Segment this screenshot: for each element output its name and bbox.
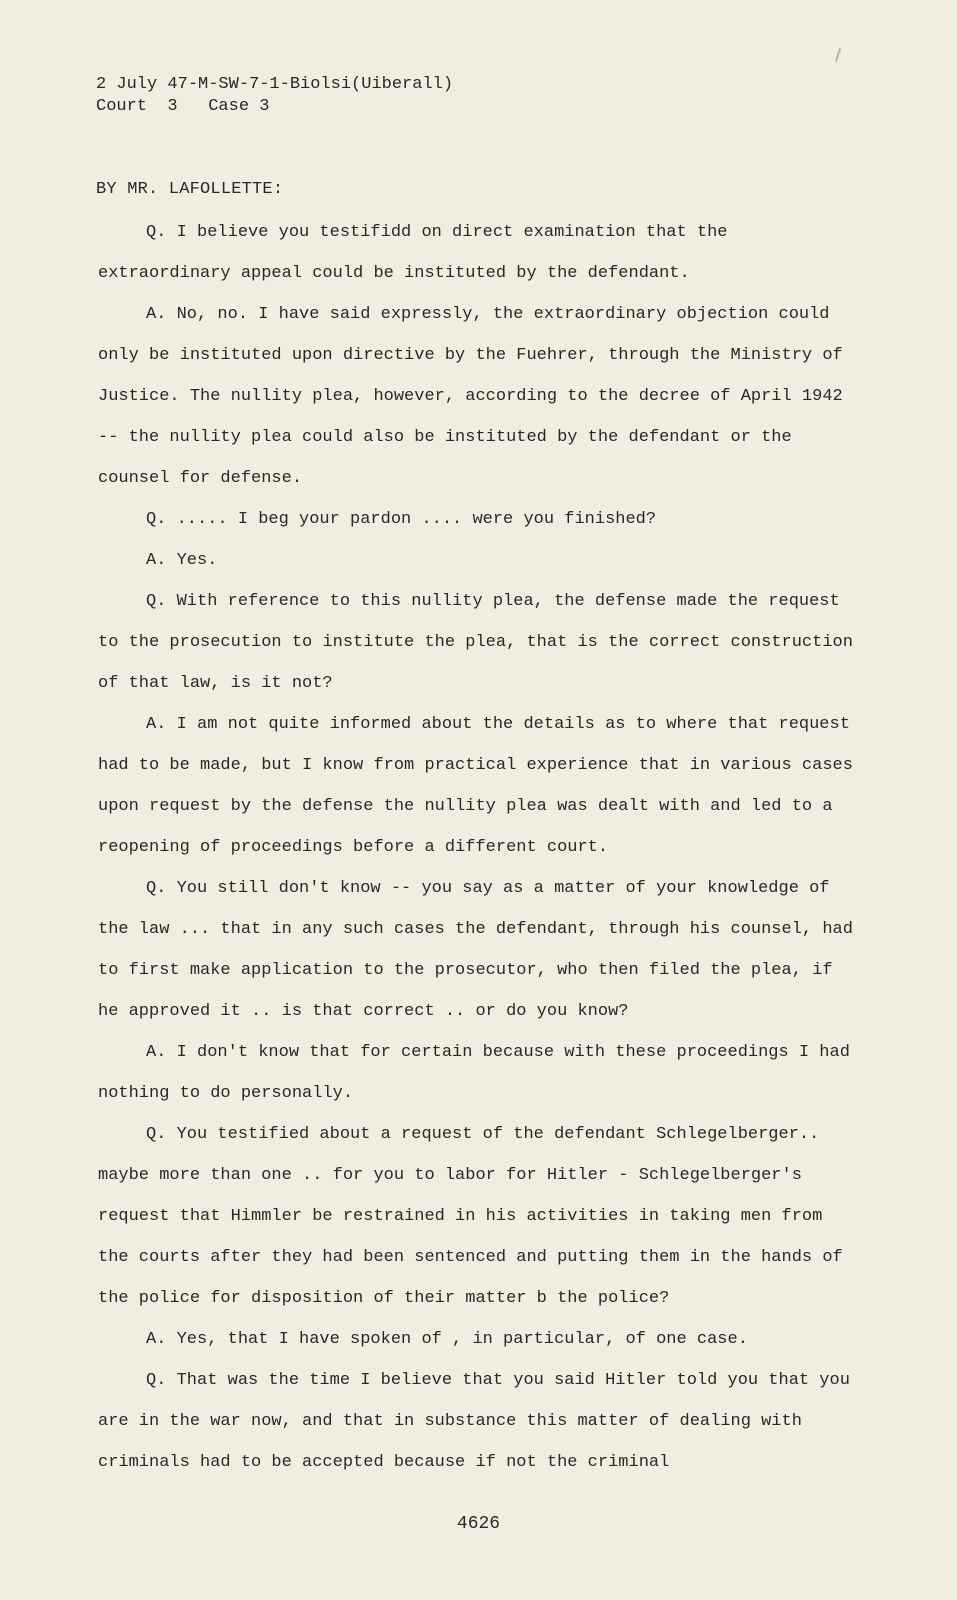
transcript-paragraph: Q. ..... I beg your pardon .... were you finished? [146,510,657,529]
transcript-paragraph: Q. You testified about a request of the defendant Schlegelberger.. maybe more than one .. for you to labor for Hitler - Schlegelberger's request that Himmler be restrained in his activities in taking men from the courts after they had been sentenced and putting them in the hands of the police for disposition of their matter b the police? [98,1125,843,1308]
pencil-mark [835,48,841,62]
transcript-paragraph: A. I am not quite informed about the details as to where that request had to be made, but I know from practical experience that in various cases upon request by the defense the nullity plea was dealt with and led to a reopening of proceedings before a different court. [98,715,853,857]
transcript-body [98,212,858,1483]
document-header [96,74,453,118]
transcript-paragraph: Q. You still don't know -- you say as a matter of your knowledge of the law ... that in any such cases the defendant, through his counsel, had to first make application to the prosecutor, who then filed the plea, if he approved it .. is that correct .. or do you know? [98,879,853,1021]
header-line-1: 2 July 47-M-SW-7-1-Biolsi(Uiberall) [96,75,454,94]
examiner-line: BY MR. LAFOLLETTE: [96,180,284,199]
transcript-paragraph: A. Yes, that I have spoken of , in particular, of one case. [146,1330,748,1349]
transcript-paragraph: A. I don't know that for certain because with these proceedings I had nothing to do personally. [98,1043,850,1103]
transcript-paragraph: A. No, no. I have said expressly, the extraordinary objection could only be instituted upon directive by the Fuehrer, through the Ministry of Justice. The nullity plea, however, according to the decree of April 1942 -- the nullity plea could also be instituted by the defendant or the counsel for defense. [98,305,843,488]
page-number: 4626 [456,1514,501,1534]
transcript-paragraph: Q. That was the time I believe that you said Hitler told you that you are in the war now, and that in substance this matter of dealing with criminals had to be accepted because if not the criminal [98,1371,850,1472]
header-line-2: Court 3 Case 3 [96,97,270,116]
transcript-paragraph: Q. With reference to this nullity plea, the defense made the request to the prosecution to institute the plea, that is the correct construction of that law, is it not? [98,592,853,693]
transcript-paragraph: A. Yes. [146,551,218,570]
transcript-paragraph: Q. I believe you testifidd on direct examination that the extraordinary appeal could be instituted by the defendant. [98,223,728,283]
